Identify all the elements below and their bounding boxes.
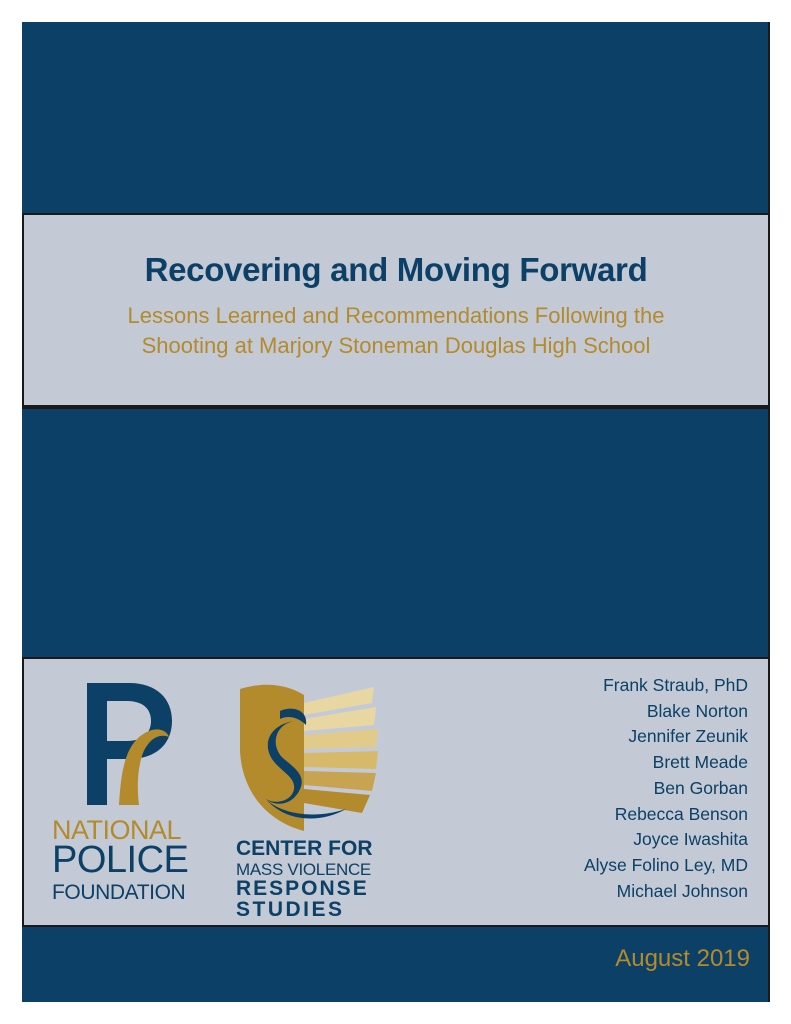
top-navy-band (22, 22, 770, 213)
npf-p-icon (77, 681, 177, 811)
author-name: Blake Norton (646, 700, 748, 721)
subtitle-line-1: Lessons Learned and Recommendations Following the (127, 303, 665, 328)
middle-navy-band (22, 407, 770, 659)
cmvrs-line-4: STUDIES (236, 898, 345, 921)
cmvrs-shield-icon (236, 681, 396, 831)
author-name: Jennifer Zeunik (628, 726, 748, 747)
author-name: Joyce Iwashita (633, 829, 748, 850)
national-police-foundation-logo (52, 681, 212, 911)
cmvrs-line-3: RESPONSE (236, 877, 369, 900)
author-name: Brett Meade (652, 752, 748, 773)
report-title: Recovering and Moving Forward (144, 251, 648, 288)
npf-line-1: NATIONAL (52, 815, 182, 845)
report-cover (22, 22, 770, 1002)
npf-line-3: FOUNDATION (52, 881, 186, 904)
title-band (22, 213, 770, 407)
author-list (584, 673, 748, 904)
cmvrs-line-2: MASS VIOLENCE (236, 860, 371, 879)
publication-date: August 2019 (615, 945, 750, 972)
author-name: Frank Straub, PhD (603, 675, 748, 695)
cmvrs-line-1: CENTER FOR (236, 837, 373, 860)
author-name: Michael Johnson (616, 880, 748, 901)
cmvrs-logo (236, 681, 396, 921)
bottom-navy-band (22, 927, 770, 1002)
subtitle-line-2: Shooting at Marjory Stoneman Douglas High School (141, 333, 651, 358)
logos-authors-band (22, 657, 770, 927)
author-name: Rebecca Benson (614, 803, 748, 824)
author-name: Alyse Folino Ley, MD (583, 854, 748, 875)
author-name: Ben Gorban (653, 777, 748, 798)
report-subtitle (24, 301, 768, 361)
npf-line-2: POLICE (52, 839, 189, 881)
